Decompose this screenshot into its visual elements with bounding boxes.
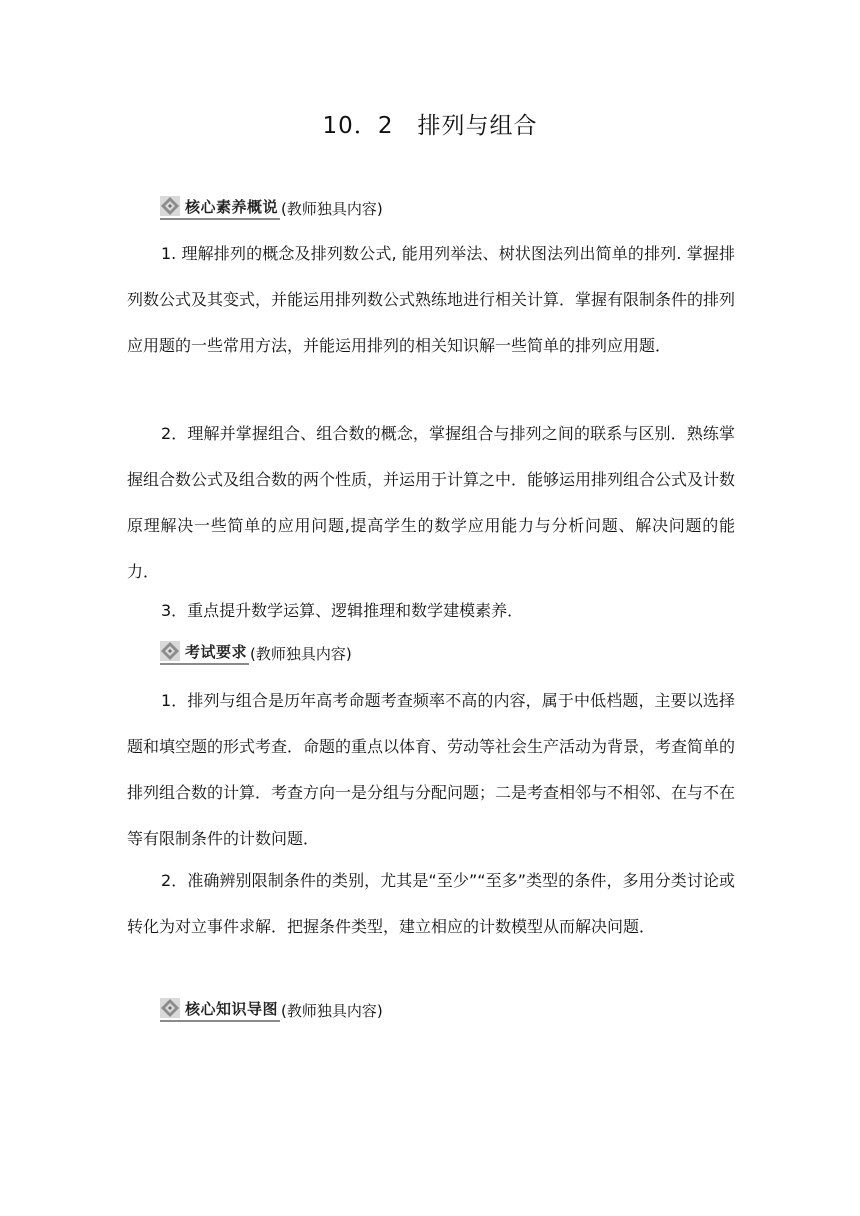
diamond-pattern-icon — [160, 196, 180, 216]
paragraph: 1．排列与组合是历年高考命题考查频率不高的内容，属于中低档题，主要以选择题和填空题的形式考查．命题的重点以体育、劳动等社会生产活动为背景，考查简单的排列组合数的计算．考查方向一是分组与分配问题；二是考查相邻与不相邻、在与不在等有限制条件的计数问题． — [127, 691, 736, 848]
section-title: 考试要求 — [185, 642, 248, 661]
paragraph: 1. 理解排列的概念及排列数公式, 能用列举法、树状图法列出简单的排列. 掌握排列数公式及其变式，并能运用排列数公式熟练地进行相关计算．掌握有限制条件的排列应用题的一些常用方法，并能运用排列的相关知识解一些简单的排列应用题． — [127, 244, 736, 355]
paragraph: 2．理解并掌握组合、组合数的概念，掌握组合与排列之间的联系与区别．熟练掌握组合数公式及组合数的两个性质，并运用于计算之中．能够运用排列组合公式及计数原理解决一些简单的应用问题,提高学生的数学应用能力与分析问题、解决问题的能力． — [127, 424, 736, 581]
section-note: (教师独具内容) — [250, 645, 352, 663]
section-note: (教师独具内容) — [281, 1002, 383, 1020]
page-title: 10．2 排列与组合 — [322, 113, 538, 139]
section-title: 核心素养概说 — [185, 197, 279, 216]
section-heading-exam-requirements — [160, 638, 352, 666]
section-heading-core-literacy — [160, 193, 383, 221]
section-note: (教师独具内容) — [281, 200, 383, 218]
section-badge — [160, 639, 249, 665]
diamond-pattern-icon — [160, 641, 180, 661]
section-heading-knowledge-map — [160, 995, 383, 1023]
section-badge — [160, 194, 280, 220]
section-title: 核心知识导图 — [185, 999, 279, 1018]
diamond-pattern-icon — [160, 998, 180, 1018]
paragraph: 3．重点提升数学运算、逻辑推理和数学建模素养． — [161, 601, 524, 620]
section-badge — [160, 996, 280, 1022]
paragraph: 2．准确辨别限制条件的类别，尤其是“至少”“至多”类型的条件，多用分类讨论或转化为对立事件求解．把握条件类型，建立相应的计数模型从而解决问题． — [127, 871, 735, 936]
